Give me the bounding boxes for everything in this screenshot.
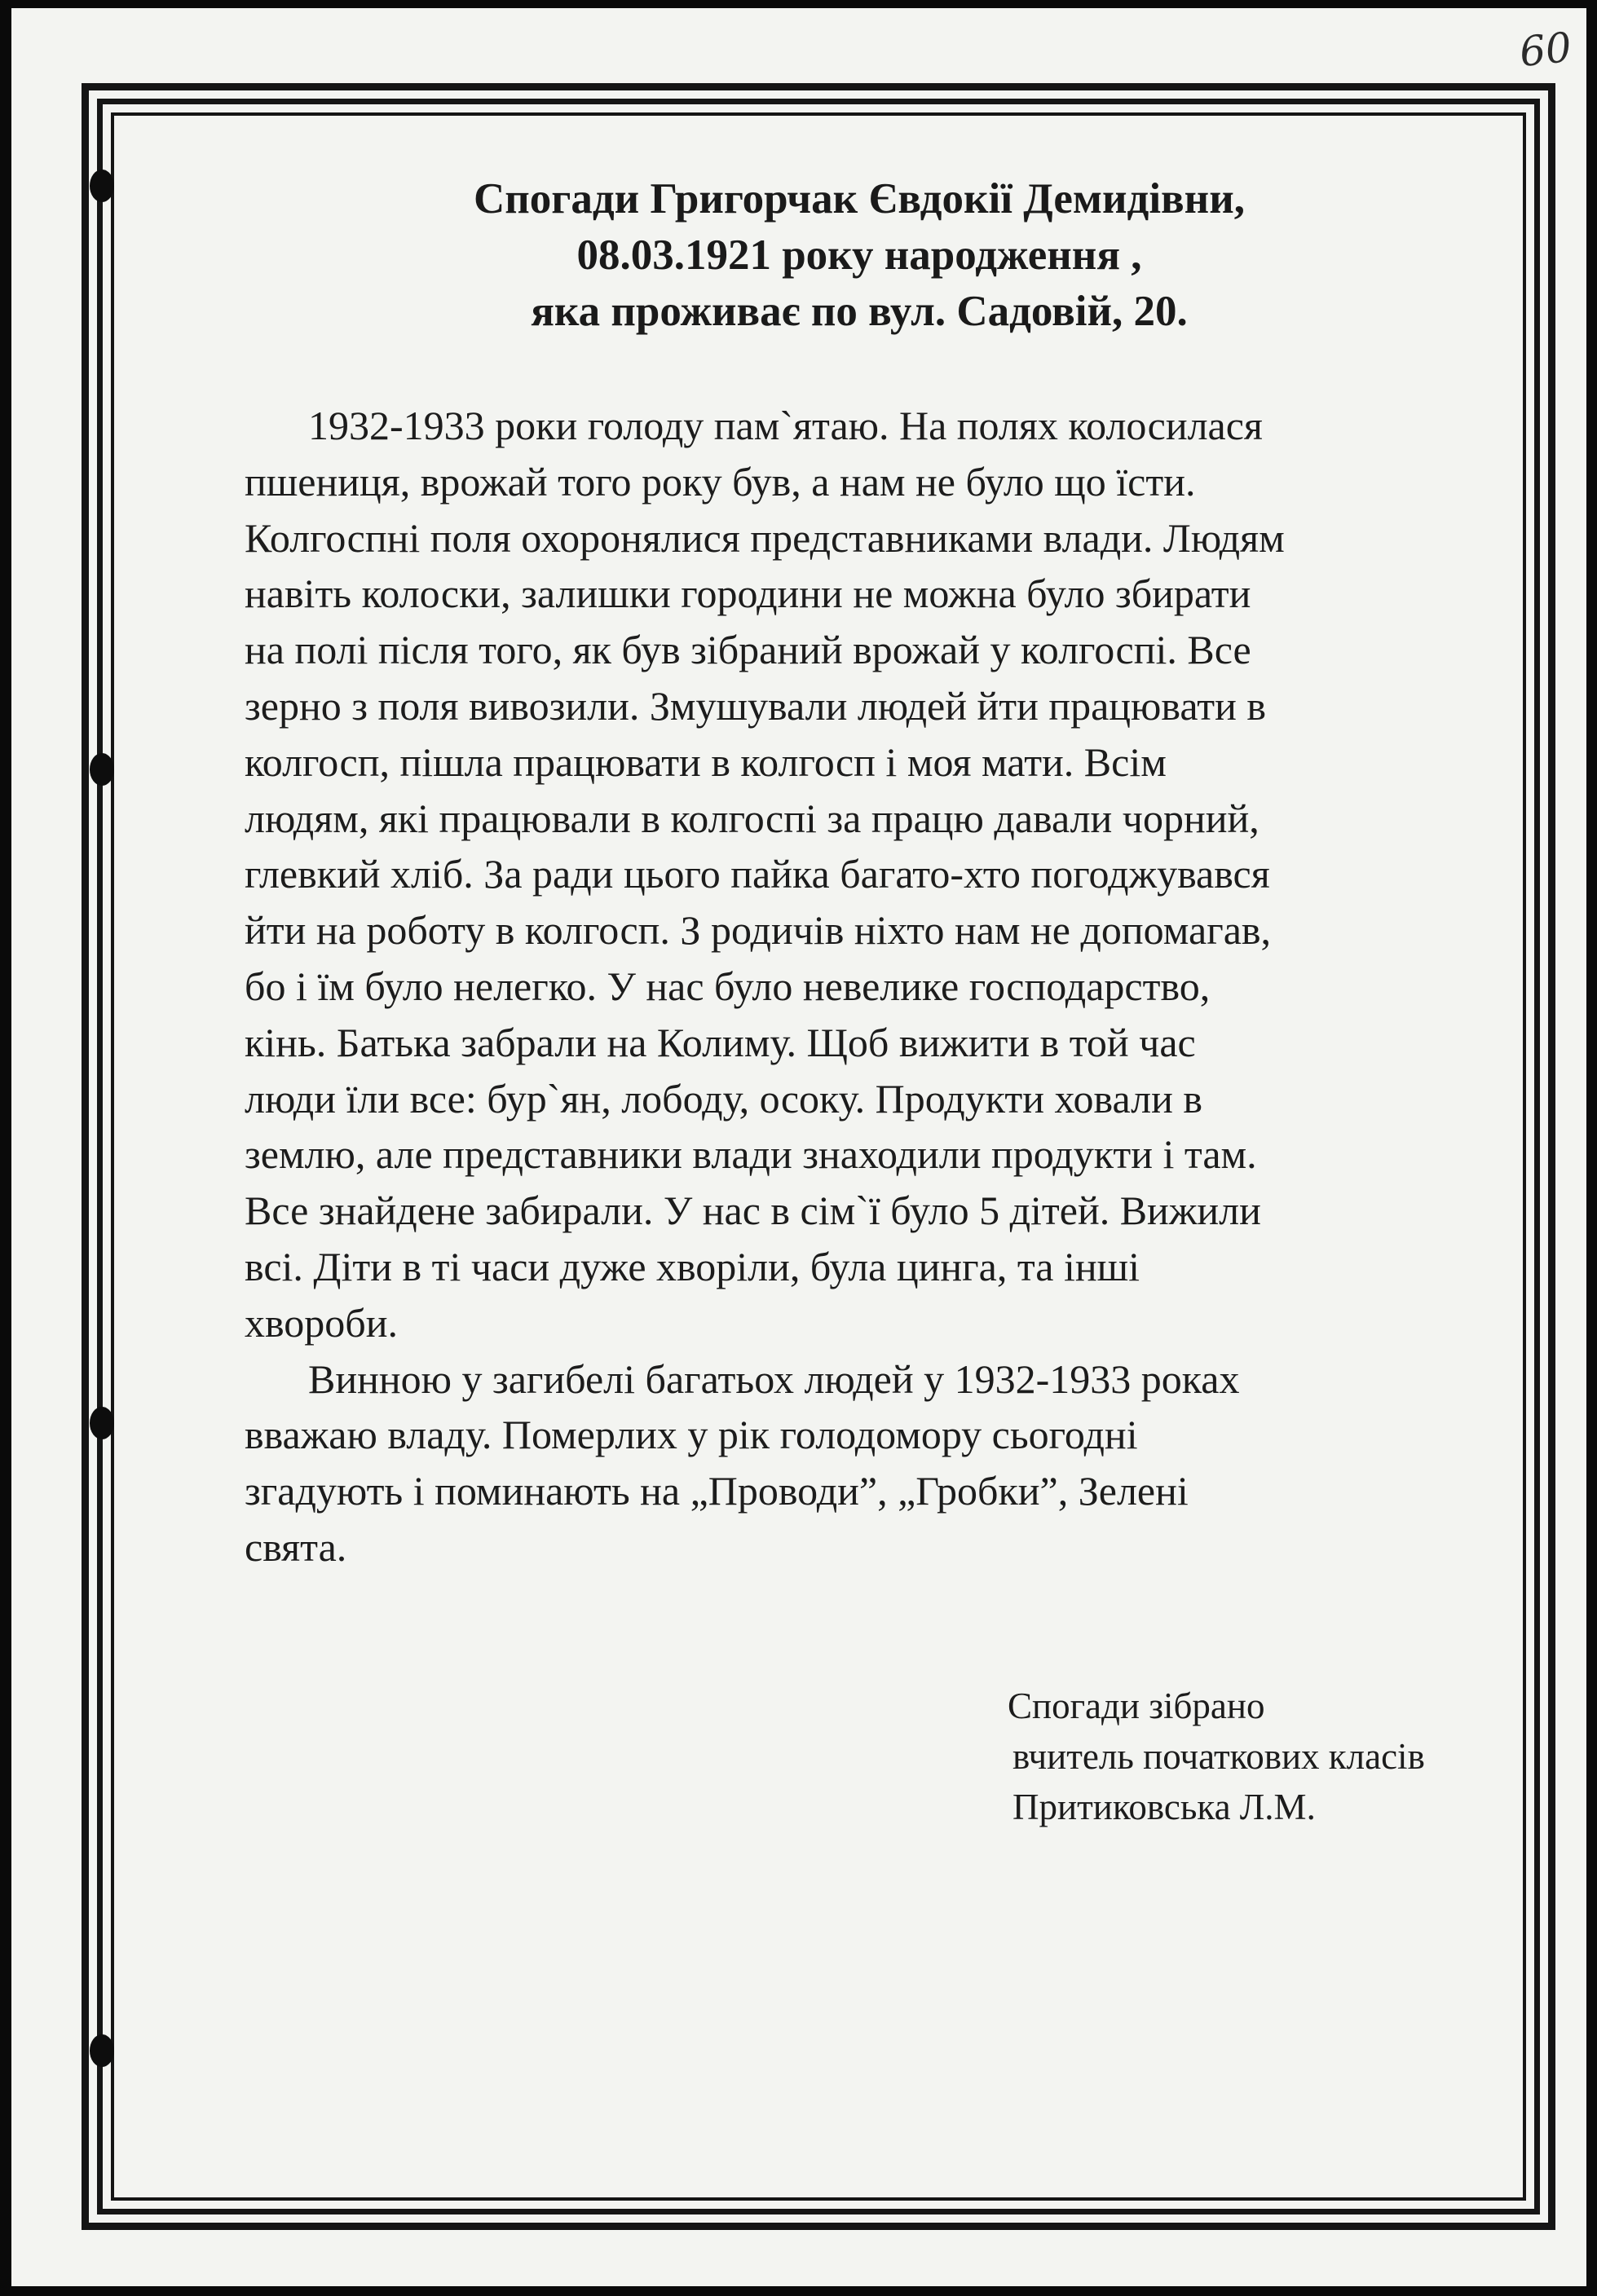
binder-hole-icon [90,2034,114,2067]
paragraph-line: згадують і поминають на „Проводи”, „Гробки”, Зелені [245,1468,1189,1514]
paragraph-line: кінь. Батька забрали на Колиму. Щоб вижити в той час [245,1019,1196,1065]
paragraph-line: бо і їм було нелегко. У нас було невелике господарство, [245,963,1211,1009]
paragraph-line: хвороби. [245,1299,398,1346]
paragraph-line: пшениця, врожай того року був, а нам не було що їсти. [245,458,1196,505]
paragraph-line: колгосп, пішла працювати в колгосп і моя мати. Всім [245,738,1167,785]
signature-line: вчитель початкових класів [1012,1736,1425,1777]
signature-block [1008,1681,1425,1832]
paragraph-line: свята. [245,1523,347,1570]
paragraph-line: зерно з поля вивозили. Змушували людей йти працювати в [245,682,1266,729]
paragraph-line: люди їли все: бур`ян, лободу, осоку. Продукти ховали в [245,1075,1202,1122]
paragraph-line: Колгоспні поля охоронялися представниками влади. Людям [245,514,1285,561]
memoir-text [245,398,1516,1575]
page-number: 60 [1517,23,1574,77]
signature-line: Притиковська Л.М. [1012,1787,1316,1827]
binder-hole-icon [90,753,114,786]
paragraph-line: землю, але представники влади знаходили продукти і там. [245,1131,1257,1178]
paragraph-line: глевкий хліб. За ради цього пайка багато-хто погоджувався [245,851,1270,897]
paragraph-line: Винною у загибелі багатьох людей у 1932-1933 роках [308,1355,1240,1402]
signature-line: Спогади зібрано [1008,1686,1265,1726]
title-line: яка проживає по вул. Садовій, 20. [531,288,1188,335]
document-page [11,8,1586,2286]
document-title [256,171,1462,340]
paragraph-line: на полі після того, як був зібраний врожай у колгоспі. Все [245,627,1251,673]
binder-hole-icon [90,170,114,202]
paragraph-line: людям, які працювали в колгоспі за працю давали чорний, [245,795,1260,841]
title-line: Спогади Григорчак Євдокії Демидівни, [473,175,1245,223]
paragraph-line: Все знайдене забирали. У нас в сім`ї було 5 дітей. Вижили [245,1188,1261,1234]
paragraph-line: 1932-1933 роки голоду пам`ятаю. На полях колосилася [308,403,1263,448]
paragraph-line: навіть колоски, залишки городини не можна було збирати [245,571,1251,617]
paragraph-line: всі. Діти в ті часи дуже хворіли, була цинга, та інші [245,1243,1140,1289]
binder-hole-icon [90,1407,114,1439]
paragraph-line: йти на роботу в колгосп. З родичів ніхто нам не допомагав, [245,907,1272,954]
title-line: 08.03.1921 року народження , [576,231,1142,279]
paragraph-line: вважаю владу. Померлих у рік голодомору сьогодні [245,1412,1138,1458]
